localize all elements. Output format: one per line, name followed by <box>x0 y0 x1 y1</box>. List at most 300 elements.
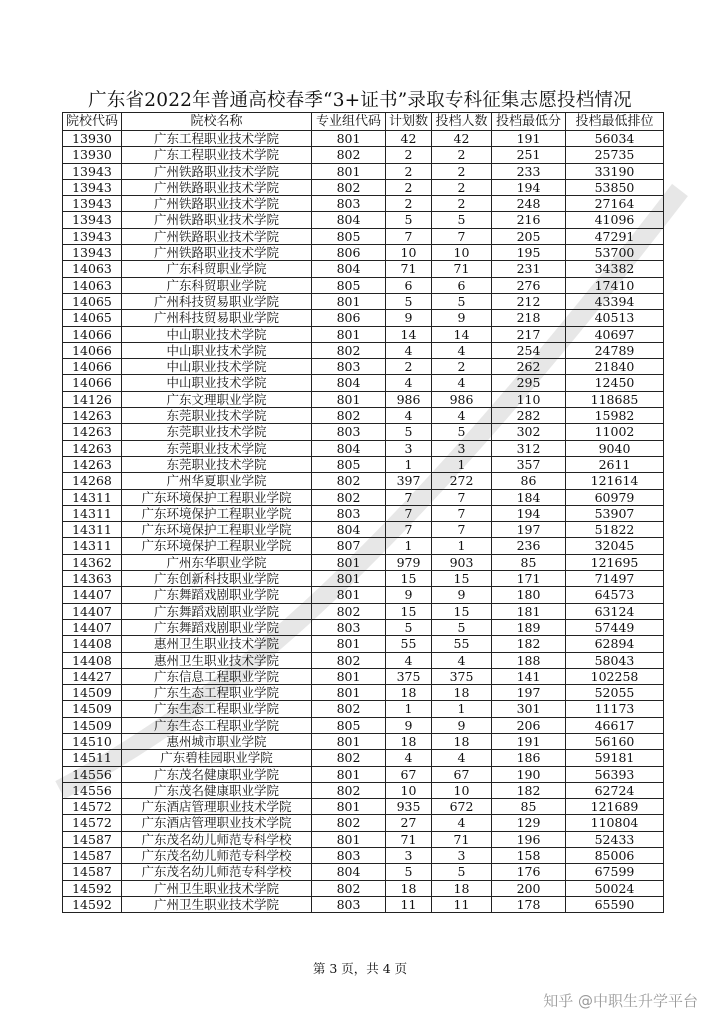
cell-school-code: 14066 <box>63 359 122 375</box>
cell-admitted: 3 <box>432 848 492 864</box>
cell-admitted: 4 <box>432 408 492 424</box>
cell-min-score: 180 <box>492 587 566 603</box>
cell-group-code: 801 <box>312 636 386 652</box>
table-row <box>63 864 664 880</box>
cell-school-name: 东莞职业技术学院 <box>122 440 312 456</box>
cell-school-name: 广东碧桂园职业学院 <box>122 750 312 766</box>
cell-group-code: 806 <box>312 310 386 326</box>
cell-min-rank: 41096 <box>566 212 664 228</box>
cell-plan: 4 <box>386 408 432 424</box>
cell-min-score: 301 <box>492 701 566 717</box>
cell-school-code: 14311 <box>63 505 122 521</box>
cell-school-name: 广东生态工程职业学院 <box>122 701 312 717</box>
cell-admitted: 18 <box>432 733 492 749</box>
cell-admitted: 1 <box>432 538 492 554</box>
cell-school-code: 14066 <box>63 342 122 358</box>
cell-plan: 5 <box>386 619 432 635</box>
cell-school-name: 广州卫生职业技术学院 <box>122 896 312 912</box>
cell-min-rank: 2611 <box>566 456 664 472</box>
cell-plan: 1 <box>386 538 432 554</box>
cell-admitted: 986 <box>432 391 492 407</box>
cell-school-name: 广州铁路职业技术学院 <box>122 179 312 195</box>
cell-plan: 397 <box>386 473 432 489</box>
cell-group-code: 802 <box>312 408 386 424</box>
table-row <box>63 228 664 244</box>
cell-plan: 9 <box>386 587 432 603</box>
cell-school-code: 14572 <box>63 815 122 831</box>
cell-school-name: 广东酒店管理职业技术学院 <box>122 815 312 831</box>
table-row <box>63 261 664 277</box>
cell-min-score: 295 <box>492 375 566 391</box>
cell-school-code: 13943 <box>63 245 122 261</box>
cell-school-name: 广州华夏职业学院 <box>122 473 312 489</box>
cell-school-code: 14407 <box>63 603 122 619</box>
cell-min-rank: 52433 <box>566 831 664 847</box>
cell-school-code: 14509 <box>63 717 122 733</box>
cell-school-code: 14592 <box>63 896 122 912</box>
cell-admitted: 9 <box>432 587 492 603</box>
cell-group-code: 801 <box>312 685 386 701</box>
cell-school-name: 东莞职业技术学院 <box>122 456 312 472</box>
col-header-plan: 计划数 <box>386 113 432 131</box>
cell-school-name: 中山职业技术学院 <box>122 326 312 342</box>
table-row <box>63 717 664 733</box>
cell-group-code: 801 <box>312 571 386 587</box>
cell-min-score: 191 <box>492 733 566 749</box>
cell-plan: 7 <box>386 505 432 521</box>
cell-school-name: 惠州城市职业学院 <box>122 733 312 749</box>
cell-school-code: 14587 <box>63 864 122 880</box>
cell-group-code: 801 <box>312 668 386 684</box>
cell-group-code: 802 <box>312 815 386 831</box>
cell-plan: 3 <box>386 848 432 864</box>
cell-min-rank: 25735 <box>566 147 664 163</box>
cell-school-code: 14408 <box>63 652 122 668</box>
cell-plan: 4 <box>386 342 432 358</box>
cell-plan: 2 <box>386 163 432 179</box>
cell-group-code: 801 <box>312 163 386 179</box>
cell-group-code: 801 <box>312 293 386 309</box>
cell-group-code: 803 <box>312 359 386 375</box>
cell-admitted: 71 <box>432 261 492 277</box>
col-header-admitted: 投档人数 <box>432 113 492 131</box>
cell-min-score: 206 <box>492 717 566 733</box>
table-row <box>63 342 664 358</box>
cell-min-score: 251 <box>492 147 566 163</box>
cell-min-rank: 12450 <box>566 375 664 391</box>
cell-admitted: 5 <box>432 212 492 228</box>
cell-group-code: 801 <box>312 554 386 570</box>
table-row <box>63 636 664 652</box>
cell-min-rank: 53850 <box>566 179 664 195</box>
cell-min-rank: 40513 <box>566 310 664 326</box>
cell-group-code: 804 <box>312 212 386 228</box>
cell-min-rank: 59181 <box>566 750 664 766</box>
table-row <box>63 391 664 407</box>
cell-school-code: 14363 <box>63 571 122 587</box>
table-row <box>63 163 664 179</box>
cell-min-score: 197 <box>492 522 566 538</box>
cell-school-name: 惠州卫生职业技术学院 <box>122 636 312 652</box>
cell-min-score: 141 <box>492 668 566 684</box>
cell-school-name: 广东酒店管理职业技术学院 <box>122 799 312 815</box>
cell-min-score: 196 <box>492 831 566 847</box>
cell-min-rank: 53907 <box>566 505 664 521</box>
cell-school-name: 广东环境保护工程职业学院 <box>122 489 312 505</box>
cell-admitted: 6 <box>432 277 492 293</box>
table-row <box>63 652 664 668</box>
cell-school-code: 14263 <box>63 456 122 472</box>
cell-school-code: 14063 <box>63 261 122 277</box>
table-row <box>63 326 664 342</box>
cell-admitted: 18 <box>432 685 492 701</box>
cell-group-code: 801 <box>312 799 386 815</box>
cell-admitted: 14 <box>432 326 492 342</box>
cell-min-rank: 60979 <box>566 489 664 505</box>
table-row <box>63 212 664 228</box>
col-header-min-score: 投档最低分 <box>492 113 566 131</box>
cell-plan: 4 <box>386 750 432 766</box>
cell-plan: 42 <box>386 131 432 147</box>
cell-min-rank: 34382 <box>566 261 664 277</box>
cell-min-score: 85 <box>492 799 566 815</box>
table-row <box>63 522 664 538</box>
cell-school-code: 14407 <box>63 587 122 603</box>
cell-plan: 3 <box>386 440 432 456</box>
cell-min-score: 231 <box>492 261 566 277</box>
cell-min-rank: 21840 <box>566 359 664 375</box>
cell-school-code: 14268 <box>63 473 122 489</box>
cell-min-score: 181 <box>492 603 566 619</box>
cell-school-name: 广东茂名幼儿师范专科学校 <box>122 864 312 880</box>
table-row <box>63 359 664 375</box>
cell-min-rank: 9040 <box>566 440 664 456</box>
cell-school-name: 广东环境保护工程职业学院 <box>122 505 312 521</box>
cell-group-code: 803 <box>312 896 386 912</box>
cell-admitted: 11 <box>432 896 492 912</box>
cell-admitted: 15 <box>432 571 492 587</box>
cell-school-name: 广东茂名健康职业学院 <box>122 782 312 798</box>
cell-min-score: 190 <box>492 766 566 782</box>
cell-group-code: 801 <box>312 131 386 147</box>
cell-min-rank: 85006 <box>566 848 664 864</box>
cell-min-score: 129 <box>492 815 566 831</box>
cell-admitted: 2 <box>432 196 492 212</box>
cell-school-name: 广东信息工程职业学院 <box>122 668 312 684</box>
cell-min-rank: 56160 <box>566 733 664 749</box>
cell-min-score: 178 <box>492 896 566 912</box>
cell-min-rank: 46617 <box>566 717 664 733</box>
table-row <box>63 685 664 701</box>
cell-min-score: 194 <box>492 179 566 195</box>
cell-min-score: 182 <box>492 782 566 798</box>
cell-school-name: 广东文理职业学院 <box>122 391 312 407</box>
cell-plan: 6 <box>386 277 432 293</box>
table-row <box>63 554 664 570</box>
cell-min-score: 200 <box>492 880 566 896</box>
cell-min-rank: 15982 <box>566 408 664 424</box>
cell-school-code: 13943 <box>63 163 122 179</box>
cell-min-score: 197 <box>492 685 566 701</box>
cell-min-score: 248 <box>492 196 566 212</box>
cell-min-rank: 32045 <box>566 538 664 554</box>
cell-school-code: 14556 <box>63 766 122 782</box>
cell-min-score: 216 <box>492 212 566 228</box>
table-row <box>63 277 664 293</box>
col-header-school-name: 院校名称 <box>122 113 312 131</box>
cell-group-code: 801 <box>312 831 386 847</box>
cell-school-name: 广东舞蹈戏剧职业学院 <box>122 587 312 603</box>
cell-admitted: 2 <box>432 359 492 375</box>
cell-plan: 10 <box>386 245 432 261</box>
cell-group-code: 804 <box>312 522 386 538</box>
cell-min-score: 85 <box>492 554 566 570</box>
table-row <box>63 293 664 309</box>
table-row <box>63 668 664 684</box>
cell-admitted: 1 <box>432 456 492 472</box>
page-number: 第 3 页，共 4 页 <box>312 961 408 976</box>
cell-school-name: 广东生态工程职业学院 <box>122 717 312 733</box>
cell-admitted: 18 <box>432 880 492 896</box>
cell-school-name: 广东生态工程职业学院 <box>122 685 312 701</box>
cell-min-score: 158 <box>492 848 566 864</box>
cell-admitted: 42 <box>432 131 492 147</box>
cell-group-code: 802 <box>312 179 386 195</box>
table-row <box>63 456 664 472</box>
cell-school-code: 13930 <box>63 131 122 147</box>
table-row <box>63 750 664 766</box>
cell-plan: 4 <box>386 375 432 391</box>
cell-admitted: 2 <box>432 147 492 163</box>
cell-min-score: 205 <box>492 228 566 244</box>
table-row <box>63 733 664 749</box>
table-row <box>63 473 664 489</box>
cell-min-rank: 64573 <box>566 587 664 603</box>
cell-min-score: 233 <box>492 163 566 179</box>
col-header-school-code: 院校代码 <box>63 113 122 131</box>
cell-school-code: 13943 <box>63 196 122 212</box>
cell-group-code: 802 <box>312 652 386 668</box>
cell-group-code: 802 <box>312 342 386 358</box>
cell-plan: 18 <box>386 685 432 701</box>
cell-plan: 10 <box>386 782 432 798</box>
cell-school-name: 中山职业技术学院 <box>122 342 312 358</box>
cell-min-rank: 110804 <box>566 815 664 831</box>
cell-min-rank: 71497 <box>566 571 664 587</box>
cell-school-code: 14263 <box>63 424 122 440</box>
cell-min-rank: 24789 <box>566 342 664 358</box>
table-row <box>63 782 664 798</box>
cell-min-score: 191 <box>492 131 566 147</box>
cell-group-code: 802 <box>312 489 386 505</box>
cell-min-rank: 102258 <box>566 668 664 684</box>
zhihu-watermark: 知乎 @中职生升学平台 <box>543 992 698 1010</box>
cell-school-code: 14509 <box>63 701 122 717</box>
col-header-min-rank: 投档最低排位 <box>566 113 664 131</box>
cell-group-code: 801 <box>312 766 386 782</box>
cell-school-name: 广州铁路职业技术学院 <box>122 245 312 261</box>
cell-plan: 4 <box>386 652 432 668</box>
cell-min-rank: 65590 <box>566 896 664 912</box>
cell-group-code: 805 <box>312 717 386 733</box>
cell-group-code: 801 <box>312 587 386 603</box>
cell-min-score: 212 <box>492 293 566 309</box>
cell-min-rank: 50024 <box>566 880 664 896</box>
cell-group-code: 804 <box>312 440 386 456</box>
cell-min-rank: 63124 <box>566 603 664 619</box>
cell-min-score: 188 <box>492 652 566 668</box>
cell-min-score: 186 <box>492 750 566 766</box>
cell-admitted: 3 <box>432 440 492 456</box>
cell-group-code: 801 <box>312 733 386 749</box>
table-row <box>63 538 664 554</box>
cell-min-score: 254 <box>492 342 566 358</box>
cell-school-code: 14556 <box>63 782 122 798</box>
table-row <box>63 489 664 505</box>
cell-school-name: 广东工程职业技术学院 <box>122 131 312 147</box>
cell-min-rank: 17410 <box>566 277 664 293</box>
table-row <box>63 505 664 521</box>
cell-school-code: 14126 <box>63 391 122 407</box>
cell-plan: 375 <box>386 668 432 684</box>
cell-min-rank: 56393 <box>566 766 664 782</box>
cell-school-name: 广东茂名健康职业学院 <box>122 766 312 782</box>
cell-group-code: 805 <box>312 277 386 293</box>
cell-school-code: 14511 <box>63 750 122 766</box>
cell-school-code: 13943 <box>63 228 122 244</box>
cell-plan: 5 <box>386 864 432 880</box>
cell-admitted: 7 <box>432 522 492 538</box>
cell-school-code: 14408 <box>63 636 122 652</box>
table-row <box>63 571 664 587</box>
table-row <box>63 147 664 163</box>
cell-min-score: 176 <box>492 864 566 880</box>
cell-admitted: 903 <box>432 554 492 570</box>
cell-admitted: 7 <box>432 505 492 521</box>
cell-school-name: 广东舞蹈戏剧职业学院 <box>122 603 312 619</box>
cell-group-code: 802 <box>312 880 386 896</box>
cell-group-code: 803 <box>312 619 386 635</box>
cell-plan: 2 <box>386 147 432 163</box>
cell-min-score: 276 <box>492 277 566 293</box>
cell-group-code: 802 <box>312 147 386 163</box>
cell-min-rank: 11173 <box>566 701 664 717</box>
cell-min-score: 86 <box>492 473 566 489</box>
cell-plan: 2 <box>386 196 432 212</box>
cell-school-code: 14587 <box>63 831 122 847</box>
cell-school-code: 14587 <box>63 848 122 864</box>
cell-min-score: 195 <box>492 245 566 261</box>
cell-school-name: 广东创新科技职业学院 <box>122 571 312 587</box>
table-row <box>63 424 664 440</box>
cell-plan: 71 <box>386 261 432 277</box>
cell-plan: 7 <box>386 522 432 538</box>
cell-school-name: 东莞职业技术学院 <box>122 424 312 440</box>
cell-school-code: 14063 <box>63 277 122 293</box>
cell-school-name: 广州铁路职业技术学院 <box>122 212 312 228</box>
cell-school-code: 14311 <box>63 522 122 538</box>
cell-plan: 18 <box>386 733 432 749</box>
cell-school-name: 广东科贸职业学院 <box>122 261 312 277</box>
cell-plan: 67 <box>386 766 432 782</box>
table-row <box>63 815 664 831</box>
cell-school-code: 14066 <box>63 375 122 391</box>
cell-group-code: 802 <box>312 701 386 717</box>
cell-admitted: 71 <box>432 831 492 847</box>
cell-group-code: 805 <box>312 228 386 244</box>
table-row <box>63 880 664 896</box>
cell-plan: 5 <box>386 212 432 228</box>
cell-plan: 935 <box>386 799 432 815</box>
cell-min-rank: 40697 <box>566 326 664 342</box>
cell-school-name: 广东工程职业技术学院 <box>122 147 312 163</box>
cell-school-code: 14427 <box>63 668 122 684</box>
cell-min-rank: 121689 <box>566 799 664 815</box>
cell-min-score: 312 <box>492 440 566 456</box>
cell-admitted: 4 <box>432 815 492 831</box>
table-row <box>63 766 664 782</box>
page-title: 广东省2022年普通高校春季“3+证书”录取专科征集志愿投档情况 <box>88 90 632 111</box>
cell-school-name: 广东舞蹈戏剧职业学院 <box>122 619 312 635</box>
cell-plan: 7 <box>386 489 432 505</box>
cell-school-name: 广州卫生职业技术学院 <box>122 880 312 896</box>
cell-min-rank: 33190 <box>566 163 664 179</box>
cell-plan: 55 <box>386 636 432 652</box>
cell-min-rank: 121614 <box>566 473 664 489</box>
cell-group-code: 804 <box>312 261 386 277</box>
cell-min-rank: 11002 <box>566 424 664 440</box>
cell-plan: 71 <box>386 831 432 847</box>
cell-school-name: 广州铁路职业技术学院 <box>122 196 312 212</box>
cell-school-code: 14065 <box>63 310 122 326</box>
cell-plan: 1 <box>386 701 432 717</box>
cell-min-rank: 52055 <box>566 685 664 701</box>
cell-plan: 11 <box>386 896 432 912</box>
cell-admitted: 672 <box>432 799 492 815</box>
cell-admitted: 5 <box>432 424 492 440</box>
cell-group-code: 803 <box>312 196 386 212</box>
cell-min-rank: 62724 <box>566 782 664 798</box>
cell-school-code: 14407 <box>63 619 122 635</box>
cell-min-rank: 51822 <box>566 522 664 538</box>
cell-admitted: 4 <box>432 652 492 668</box>
table-row <box>63 245 664 261</box>
cell-admitted: 2 <box>432 179 492 195</box>
cell-plan: 15 <box>386 603 432 619</box>
cell-school-code: 14263 <box>63 440 122 456</box>
cell-min-score: 282 <box>492 408 566 424</box>
cell-admitted: 55 <box>432 636 492 652</box>
cell-group-code: 807 <box>312 538 386 554</box>
cell-admitted: 1 <box>432 701 492 717</box>
cell-admitted: 4 <box>432 750 492 766</box>
cell-school-code: 14065 <box>63 293 122 309</box>
cell-min-rank: 58043 <box>566 652 664 668</box>
cell-min-score: 182 <box>492 636 566 652</box>
cell-school-code: 13943 <box>63 179 122 195</box>
cell-admitted: 9 <box>432 717 492 733</box>
cell-admitted: 2 <box>432 163 492 179</box>
cell-admitted: 5 <box>432 619 492 635</box>
cell-plan: 1 <box>386 456 432 472</box>
cell-admitted: 4 <box>432 375 492 391</box>
table-row <box>63 799 664 815</box>
cell-min-rank: 47291 <box>566 228 664 244</box>
table-row <box>63 848 664 864</box>
cell-group-code: 802 <box>312 473 386 489</box>
cell-group-code: 803 <box>312 424 386 440</box>
cell-group-code: 802 <box>312 603 386 619</box>
